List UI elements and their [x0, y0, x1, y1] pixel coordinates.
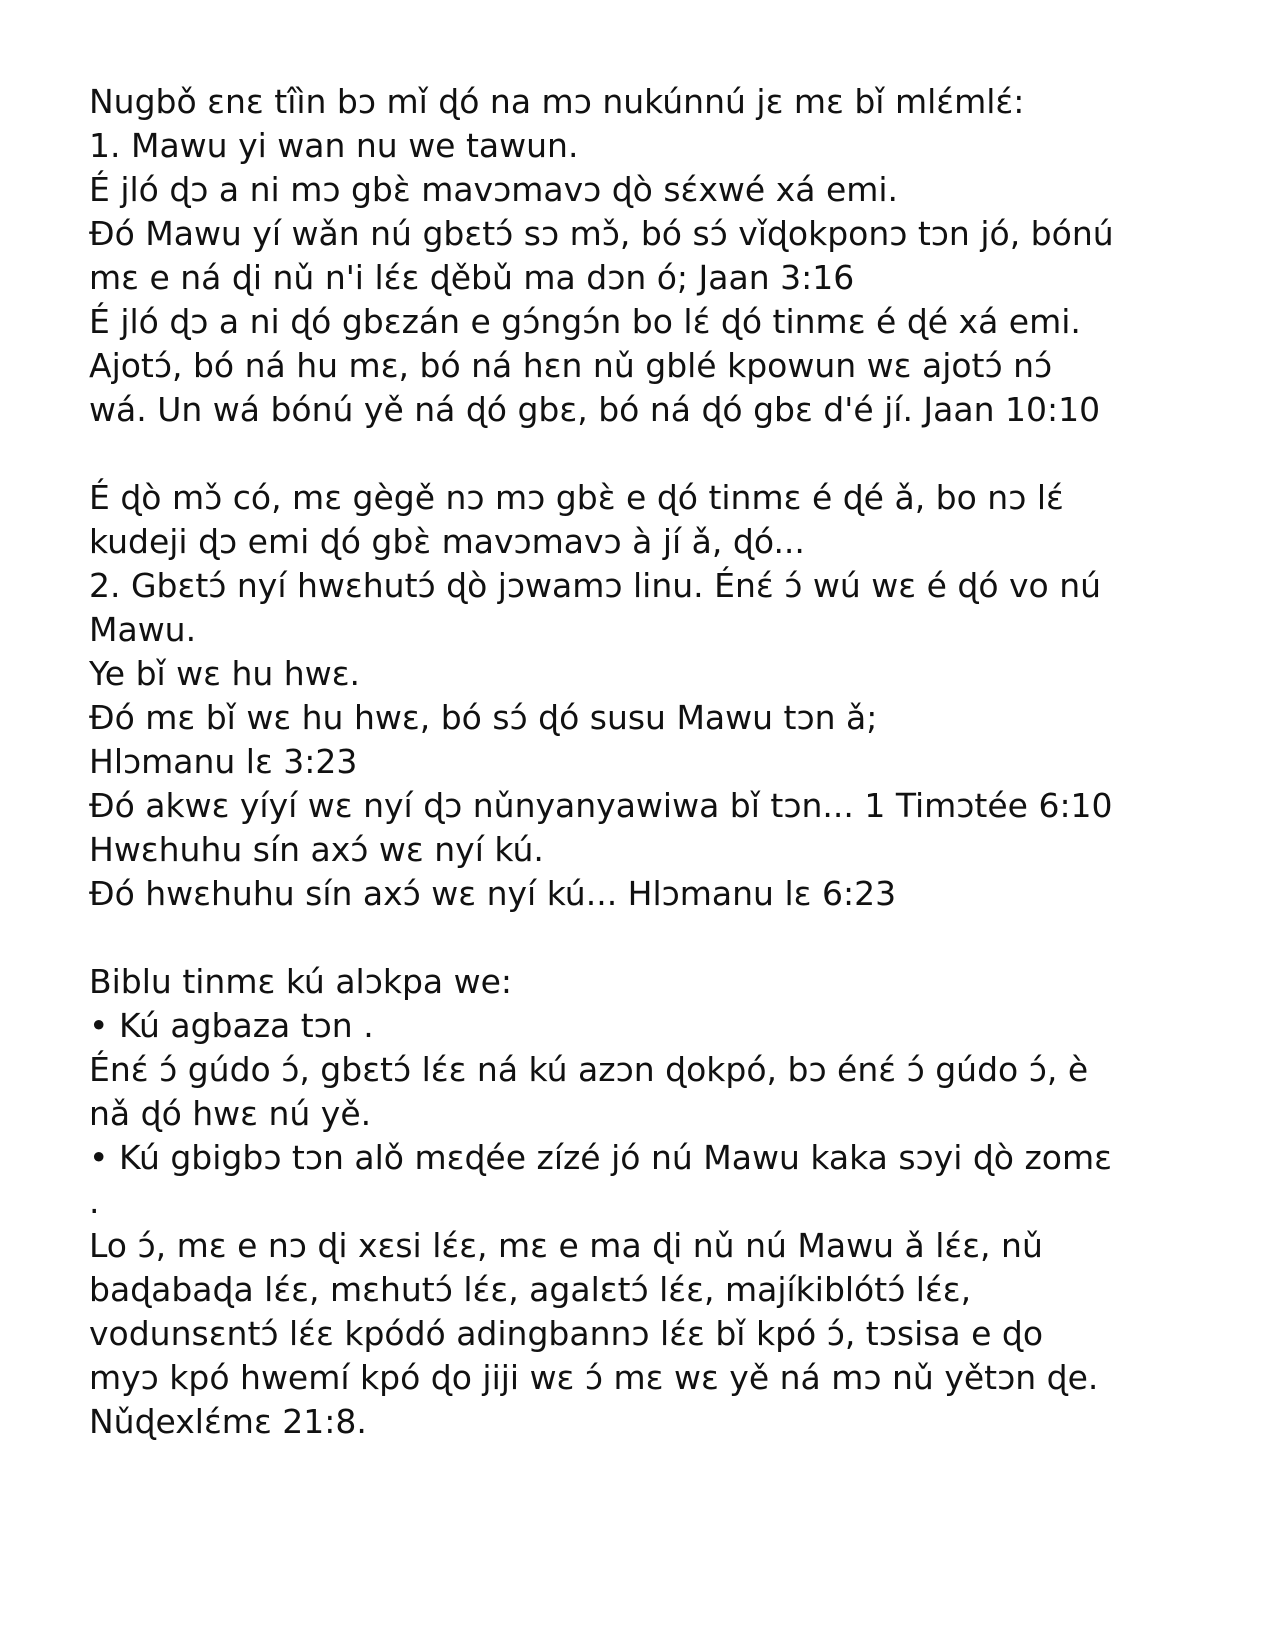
verse-romans-3-23-ref: Hlɔmanu lɛ 3:23: [89, 742, 358, 781]
bullet-1-text-line-1: Énɛ́ ɔ́ gúdo ɔ́, gbɛtɔ́ lɛ́ɛ ná kú azɔn ɖokpó, bɔ énɛ́ ɔ́ gúdo ɔ́, è: [89, 1050, 1089, 1089]
revelation-21-8-line-3: vodunsɛntɔ́ lɛ́ɛ kpódó adingbannɔ lɛ́ɛ bǐ kpó ɔ́, tɔsisa e ɖo: [89, 1314, 1044, 1353]
verse-john-3-16-line-1: Đó Mawu yí wǎn nú gbɛtɔ́ sɔ mɔ̌, bó sɔ́ vǐɖokponɔ tɔn jó, bónú: [89, 214, 1114, 253]
point-2-text-2: Hwɛhuhu sín axɔ́ wɛ nyí kú.: [89, 830, 544, 869]
paragraph-gap: [89, 916, 1209, 960]
revelation-21-8-line-4: myɔ kpó hwemí kpó ɖo jiji wɛ ɔ́ mɛ wɛ yě ná mɔ nǔ yětɔn ɖe.: [89, 1358, 1099, 1397]
point-1-text: É jló ɖɔ a ni mɔ gbɛ̀ mavɔmavɔ ɖò sɛ́xwé xá emi.: [89, 170, 899, 209]
document-page: [89, 80, 1209, 1444]
point-2-title-line-1: 2. Gbɛtɔ́ nyí hwɛhutɔ́ ɖò jɔwamɔ linu. Énɛ́ ɔ́ wú wɛ é ɖó vo nú: [89, 566, 1102, 605]
verse-romans-6-23: Đó hwɛhuhu sín axɔ́ wɛ nyí kú... Hlɔmanu lɛ 6:23: [89, 874, 897, 913]
point-2-text-1: Ye bǐ wɛ hu hwɛ.: [89, 654, 361, 693]
revelation-21-8-ref: Nǔɖexlɛ́mɛ 21:8.: [89, 1402, 367, 1441]
verse-john-10-10-line-2: wá. Un wá bónú yě ná ɖó gbɛ, bó ná ɖó gbɛ d'é jí. Jaan 10:10: [89, 390, 1101, 429]
verse-john-3-16-line-2: mɛ e ná ɖi nǔ n'i lɛ́ɛ ɖěbǔ ma dɔn ó; Jaan 3:16: [89, 258, 855, 297]
intro-text: Nugbǒ ɛnɛ tîìn bɔ mǐ ɖó na mɔ nukúnnú jɛ mɛ bǐ mlɛ́mlɛ́:: [89, 82, 1025, 121]
verse-john-10-10-line-1: Ajotɔ́, bó ná hu mɛ, bó ná hɛn nǔ gblé kpowun wɛ ajotɔ́ nɔ́: [89, 346, 1053, 385]
point-1-title: 1. Mawu yi wan nu we tawun.: [89, 126, 579, 165]
point-1-text-2: É jló ɖɔ a ni ɖó gbɛzán e gɔ́ngɔ́n bo lɛ́ ɖó tinmɛ é ɖé xá emi.: [89, 302, 1081, 341]
bullet-spiritual-death-line-1: • Kú gbigbɔ tɔn alǒ mɛɖée zízé jó nú Mawu kaka sɔyi ɖò zomɛ: [89, 1138, 1112, 1177]
paragraph-gap: [89, 432, 1209, 476]
verse-romans-3-23: Đó mɛ bǐ wɛ hu hwɛ, bó sɔ́ ɖó susu Mawu tɔn ǎ;: [89, 698, 878, 737]
point-2-title-line-2: Mawu.: [89, 610, 197, 649]
revelation-21-8-line-2: baɖabaɖa lɛ́ɛ, mɛhutɔ́ lɛ́ɛ, agalɛtɔ́ lɛ́ɛ, majíkiblótɔ́ lɛ́ɛ,: [89, 1270, 972, 1309]
verse-1-timothy-6-10: Đó akwɛ yíyí wɛ nyí ɖɔ nǔnyanyawiwa bǐ tɔn... 1 Timɔtée 6:10: [89, 786, 1113, 825]
bullet-1-text-line-2: nǎ ɖó hwɛ nú yě.: [89, 1094, 372, 1133]
transition-line-2: kudeji ɖɔ emi ɖó gbɛ̀ mavɔmavɔ à jí ǎ, ɖó...: [89, 522, 805, 561]
section-heading: Biblu tinmɛ kú alɔkpa we:: [89, 962, 513, 1001]
bullet-physical-death: • Kú agbaza tɔn .: [89, 1006, 374, 1045]
transition-line-1: É ɖò mɔ̌ có, mɛ gègě nɔ mɔ gbɛ̀ e ɖó tinmɛ é ɖé ǎ, bo nɔ lɛ́: [89, 478, 1064, 517]
revelation-21-8-line-1: Lo ɔ́, mɛ e nɔ ɖi xɛsi lɛ́ɛ, mɛ e ma ɖi nǔ nú Mawu ǎ lɛ́ɛ, nǔ: [89, 1226, 1043, 1265]
bullet-spiritual-death-line-2: .: [89, 1182, 100, 1221]
